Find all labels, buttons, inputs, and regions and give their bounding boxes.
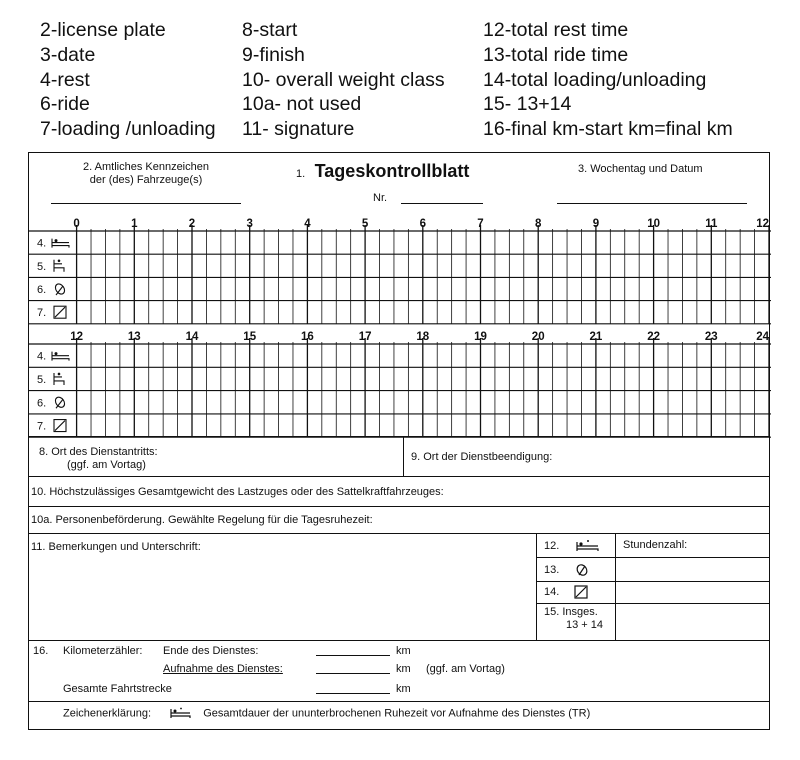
total-14-label: 14.	[544, 585, 588, 599]
hour-label: 11	[705, 218, 718, 230]
hour-label: 15	[243, 331, 257, 343]
total-12-label: 12.	[544, 539, 602, 553]
row-label: 4.	[37, 350, 47, 363]
legend-entry: 10- overall weight class	[242, 68, 445, 91]
hour-label: 16	[301, 331, 314, 343]
steering-wheel-icon	[574, 562, 590, 578]
km-unit-1: km	[396, 645, 411, 657]
km-total-label: Gesamte Fahrtstrecke	[63, 683, 172, 695]
hour-label: 9	[592, 218, 600, 230]
seat-icon	[54, 260, 64, 272]
hour-label: 7	[477, 218, 484, 230]
hour-label: 4	[304, 218, 311, 230]
legend-entry: 12-total rest time	[483, 19, 629, 41]
hour-label: 21	[589, 331, 603, 343]
field-3-label: 3. Wochentag und Datum	[578, 163, 703, 175]
hour-label: 20	[531, 331, 545, 343]
legend-column-3	[483, 18, 733, 142]
field-3-input-line[interactable]	[557, 203, 747, 204]
box-icon	[54, 420, 66, 432]
legend-column-2	[242, 18, 445, 142]
field-10-label: 10. Höchstzulässiges Gesamtgewicht des Lastzuges oder des Sattelkraftfahrzeuges:	[31, 486, 444, 498]
hour-label: 10	[647, 218, 660, 230]
seat-icon	[54, 373, 64, 385]
nr-input-line[interactable]	[401, 203, 483, 204]
stundenzahl-label: Stundenzahl:	[623, 539, 688, 551]
row-label: 6.	[37, 284, 47, 296]
km-start-label: Aufnahme des Dienstes:	[163, 663, 283, 675]
form-title: 1. Tageskontrollblatt	[296, 161, 470, 181]
km-end-input-line[interactable]	[316, 655, 390, 656]
steering-wheel-icon	[54, 282, 67, 296]
row-label: 7.	[37, 307, 47, 320]
legend-entry: 2-license plate	[40, 19, 166, 41]
legend-column-1	[40, 18, 216, 142]
bed-icon	[574, 539, 602, 553]
field-2-label: 2. Amtliches Kennzeichen der (des) Fahrzeuge(s)	[83, 161, 209, 186]
hour-label: 6	[419, 218, 427, 230]
legend-entry: 10a- not used	[242, 93, 362, 116]
hour-label: 22	[647, 331, 660, 343]
hour-label: 19	[474, 331, 487, 343]
time-grid-0-12[interactable]	[29, 212, 771, 328]
row-label: 4.	[37, 237, 47, 250]
hour-label: 14	[185, 331, 199, 343]
legend-entry: 3-date	[40, 43, 96, 66]
symbol-key	[63, 707, 590, 720]
hour-label: 23	[704, 331, 718, 343]
km-end-label: Ende des Dienstes:	[163, 645, 259, 657]
odometer-label: Kilometerzähler:	[63, 645, 143, 657]
hour-label: 8	[534, 218, 542, 230]
steering-wheel-icon	[54, 395, 67, 409]
field-16-number: 16.	[33, 645, 49, 657]
legend-entry: 16-final km-start km=final km	[483, 118, 733, 141]
bed-icon	[52, 352, 69, 361]
hour-label: 5	[361, 218, 369, 230]
legend-entry: 4-rest	[40, 68, 90, 91]
total-13-label: 13.	[544, 562, 590, 578]
km-unit-3: km	[396, 683, 411, 695]
box-icon	[574, 585, 588, 599]
nr-label: Nr.	[373, 192, 388, 204]
hour-label: 2	[188, 218, 196, 230]
km-start-input-line[interactable]	[316, 673, 390, 674]
total-15-label: 15. Insges. 13 + 14	[544, 606, 604, 631]
legend-entry: 15- 13+14	[483, 93, 572, 116]
hour-label: 18	[416, 331, 430, 343]
legend-entry: 7-loading /unloading	[40, 118, 216, 141]
hour-label: 0	[73, 218, 80, 230]
hour-label: 13	[127, 331, 141, 343]
bed-icon	[168, 707, 194, 720]
time-grid-12-24[interactable]	[29, 328, 771, 446]
field-11-label: 11. Bemerkungen und Unterschrift:	[31, 541, 201, 553]
row-label: 5.	[37, 373, 47, 386]
field-8-label: 8. Ort des Dienstantritts: (ggf. am Vortag)	[39, 446, 158, 471]
legend-entry: 9-finish	[242, 43, 305, 66]
field-9-label: 9. Ort der Dienstbeendigung:	[411, 451, 553, 463]
key-text: Gesamtdauer der ununterbrochenen Ruhezeit vor Aufnahme des Dienstes (TR)	[203, 707, 591, 720]
row-label: 7.	[37, 420, 47, 433]
row-label: 6.	[37, 397, 47, 410]
hour-label: 12	[70, 331, 83, 343]
legend-entry: 14-total loading/unloading	[483, 68, 707, 91]
km-prev-day-label: (ggf. am Vortag)	[426, 663, 505, 675]
translation-legend	[40, 18, 780, 146]
legend-entry: 11- signature	[242, 118, 355, 141]
hour-label: 3	[246, 218, 253, 230]
km-total-input-line[interactable]	[316, 693, 390, 694]
hour-label: 1	[131, 218, 138, 230]
row-label: 5.	[37, 260, 47, 273]
daily-control-sheet	[28, 152, 770, 730]
hour-label: 12	[756, 218, 769, 230]
legend-entry: 8-start	[242, 19, 298, 41]
key-label: Zeichenerklärung:	[63, 707, 152, 720]
hour-label: 24	[756, 331, 769, 343]
field-10a-label: 10a. Personenbeförderung. Gewählte Regelung für die Tagesruhezeit:	[31, 514, 373, 526]
legend-entry: 13-total ride time	[483, 43, 629, 66]
field-2-input-line[interactable]	[51, 203, 241, 204]
box-icon	[54, 306, 66, 318]
km-unit-2: km	[396, 663, 411, 675]
hour-label: 17	[358, 331, 372, 343]
legend-entry: 6-ride	[40, 93, 90, 116]
bed-icon	[52, 239, 69, 248]
